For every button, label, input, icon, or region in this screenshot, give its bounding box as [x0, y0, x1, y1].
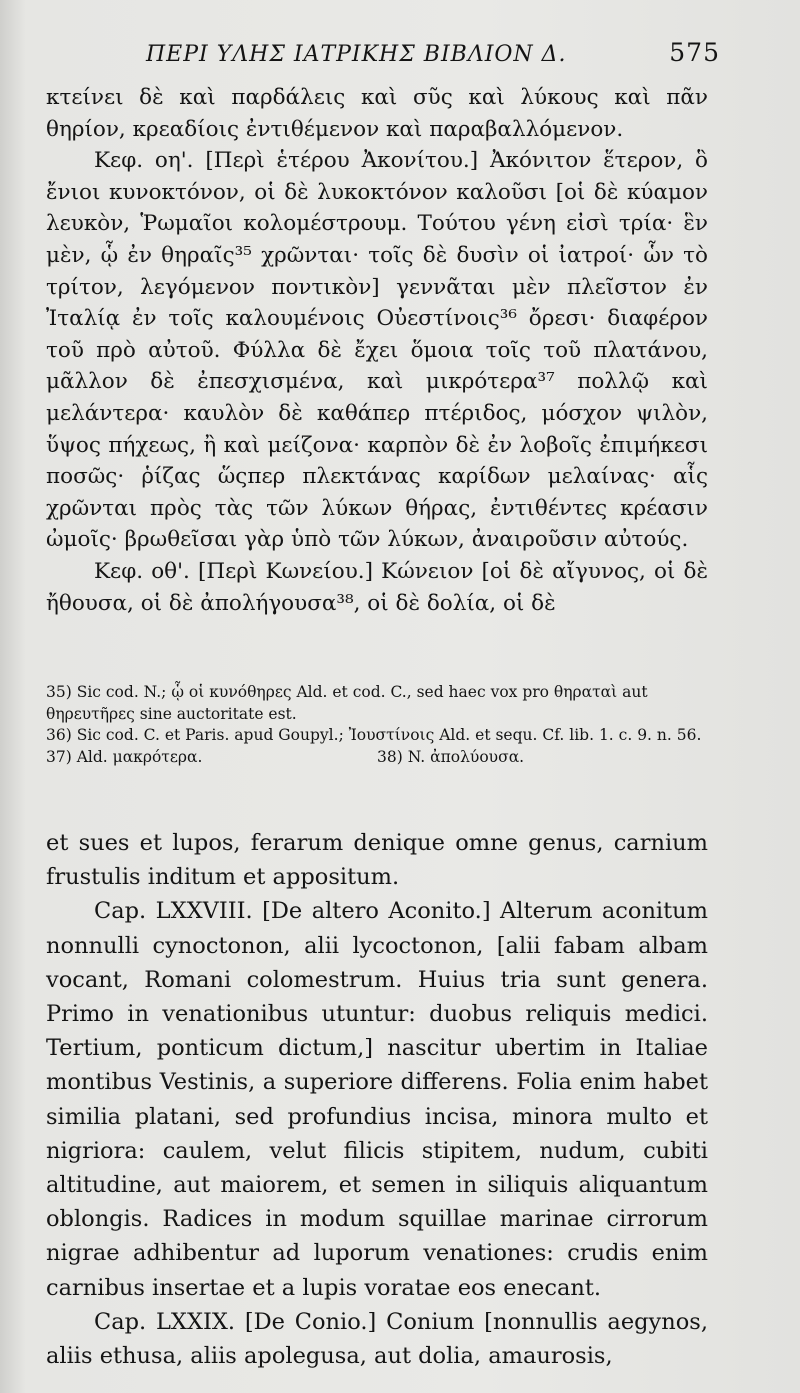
latin-paragraph: et sues et lupos, ferarum denique omne genus, carnium frustulis inditum et appositum.: [46, 830, 708, 891]
greek-paragraph: κτείνει δὲ καὶ παρδάλεις καὶ σῦς καὶ λύκους καὶ πᾶν θηρίον, κρεαδίοις ἐντιθέμενον καὶ παραβαλλόμενον.: [46, 85, 708, 142]
footnote-37: 37) Ald. μακρότερα.: [46, 747, 203, 766]
footnote-38: 38) N. ἀπολύουσα.: [377, 747, 525, 766]
latin-text: [46, 826, 708, 1373]
running-title: ΠΕΡΙ ΥΛΗΣ ΙΑΤΡΙΚΗΣ ΒΙΒΛΙΟΝ Δ.: [146, 42, 567, 67]
footnote-row: [46, 747, 708, 769]
page-number: 575: [669, 38, 720, 67]
greek-text: [46, 82, 708, 619]
greek-paragraph: Κεφ. οη'. [Περὶ ἑτέρου Ἀκονίτου.] Ἀκόνιτον ἕτερον, ὃ ἔνιοι κυνοκτόνον, οἱ δὲ λυκοκτόνον καλοῦσι [οἱ δὲ κύαμον λευκὸν, Ῥωμαῖοι κολομέστρουμ. Τούτου γένη εἰσὶ τρία· ἓν μὲν, ᾧ ἐν θηραῖς³⁵ χρῶνται· τοῖς δὲ δυσὶν οἱ ἰατροί· ὧν τὸ τρίτον, λεγόμενον ποντικὸν] γεννᾶται μὲν πλεῖστον ἐν Ἰταλίᾳ ἐν τοῖς καλουμένοις Οὐεστίνοις³⁶ ὄρεσι· διαφέρον τοῦ πρὸ αὐτοῦ. Φύλλα δὲ ἔχει ὅμοια τοῖς τοῦ πλατάνου, μᾶλλον δὲ ἐπεσχισμένα, καὶ μικρότερα³⁷ πολλῷ καὶ μελάντερα· καυλὸν δὲ καθάπερ πτέριδος, μόσχον ψιλὸν, ὕψος πήχεως, ἢ καὶ μείζονα· καρπὸν δὲ ἐν λοβοῖς ἐπιμήκεσι ποσῶς· ῥίζας ὥςπερ πλεκτάνας καρίδων μελαίνας· αἷς χρῶνται πρὸς τὰς τῶν λύκων θήρας, ἐντιθέντες κρέασιν ὠμοῖς· βρωθεῖσαι γὰρ ὑπὸ τῶν λύκων, ἀναιροῦσιν αὐτούς.: [46, 148, 708, 553]
running-header: [120, 34, 720, 74]
footnote-36: 36) Sic cod. C. et Paris. apud Goupyl.; Ἰουστίνοις Ald. et sequ. Cf. lib. 1. c. 9. n. 56.: [46, 726, 702, 744]
footnote-35: 35) Sic cod. N.; ᾧ οἱ κυνόθηρες Ald. et cod. C., sed haec vox pro θηραταὶ aut θηρευτῆρες sine auctoritate est.: [46, 683, 648, 723]
greek-paragraph: Κεφ. οθ'. [Περὶ Κωνείου.] Κώνειον [οἱ δὲ αἴγυνος, οἱ δὲ ἤθουσα, οἱ δὲ ἀπολήγουσα³⁸, οἱ δὲ δολία, οἱ δὲ: [46, 558, 708, 616]
footnotes: [46, 682, 708, 768]
latin-paragraph: Cap. LXXVIII. [De altero Aconito.] Alterum aconitum nonnulli cynoctonon, alii lycoctonon, [alii fabam albam vocant, Romani colomestrum. Huius tria sunt genera. Primo in venationibus utuntur: duobus reliquis medici. Tertium, ponticum dictum,] nascitur ubertim in Italiae montibus Vestinis, a superiore differens. Folia enim habet similia platani, sed profundius incisa, minora multo et nigriora: caulem, velut filicis stipitem, nudum, cubiti altitudine, aut maiorem, et semen in siliquis aliquantum oblongis. Radices in modum squillae marinae cirrorum nigrae adhibentur ad luporum venationes: crudis enim carnibus insertae et a lupis voratae eos enecant.: [46, 898, 708, 1301]
latin-paragraph: Cap. LXXIX. [De Conio.] Conium [nonnullis aegynos, aliis ethusa, aliis apolegusa, aut dolia, amaurosis,: [46, 1308, 708, 1370]
